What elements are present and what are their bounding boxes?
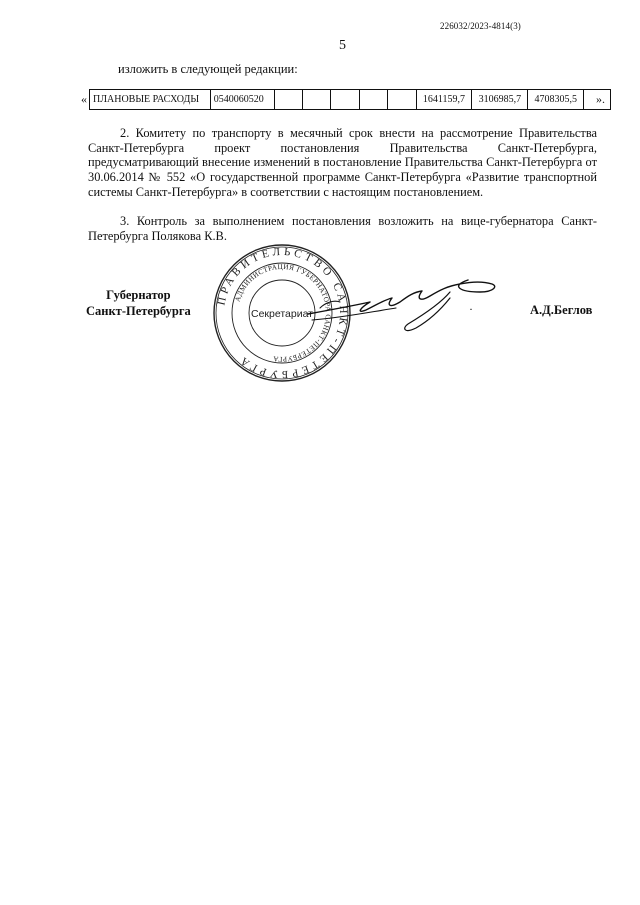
seal-inner-text: АДМИНИСТРАЦИЯ ГУБЕРНАТОРА САНКТ-ПЕТЕРБУРГА xyxy=(233,262,333,364)
value-cell-3: 4708305,5 xyxy=(528,90,584,110)
table-row xyxy=(90,90,611,110)
planned-expenses-table xyxy=(89,89,611,110)
row-name-cell: ПЛАНОВЫЕ РАСХОДЫ xyxy=(90,90,211,110)
empty-cell xyxy=(274,90,302,110)
seal-center-text: Секретариат xyxy=(250,308,314,320)
intro-text: изложить в следующей редакции: xyxy=(118,62,298,76)
empty-cell xyxy=(388,90,416,110)
empty-cell xyxy=(331,90,359,110)
signature-graphic xyxy=(300,262,510,337)
page-number: 5 xyxy=(339,38,346,53)
value-cell-1: 1641159,7 xyxy=(416,90,472,110)
empty-cell xyxy=(302,90,330,110)
empty-cell xyxy=(359,90,387,110)
signatory-title xyxy=(86,288,191,319)
paragraph-2: 2. Комитету по транспорту в месячный срок внести на рассмотрение Правительства Санкт-Петербурга проект постановления Правительства Санкт-Петербурга, предусматривающий внесение изменений в постановление Правительства Санкт-Петербурга от 30.06.2014 № 552 «О государственной программе Санкт-Петербурга «Развитие транспортной системы Санкт-Петербурга» в соответствии с настоящим постановлением. xyxy=(88,126,597,199)
signatory-title-line1: Губернатор xyxy=(106,288,171,302)
signatory-name: А.Д.Беглов xyxy=(530,303,593,317)
handwritten-signature xyxy=(300,262,510,342)
paragraph-3: 3. Контроль за выполнением постановления возложить на вице-губернатора Санкт-Петербурга Полякова К.В. xyxy=(88,214,597,243)
close-quote: ». xyxy=(596,92,605,106)
signature-dot: · xyxy=(469,302,473,316)
planned-expenses-table-block xyxy=(81,89,611,111)
seal-outer-text: ПРАВИТЕЛЬСТВО САНКТ-ПЕТЕРБУРГА xyxy=(215,245,350,381)
row-code-cell: 0540060520 xyxy=(210,90,274,110)
value-cell-2: 3106985,7 xyxy=(472,90,528,110)
open-quote: « xyxy=(81,92,87,106)
document-number: 226032/2023-4814(3) xyxy=(440,21,521,31)
signatory-title-line2: Санкт-Петербурга xyxy=(86,303,191,318)
